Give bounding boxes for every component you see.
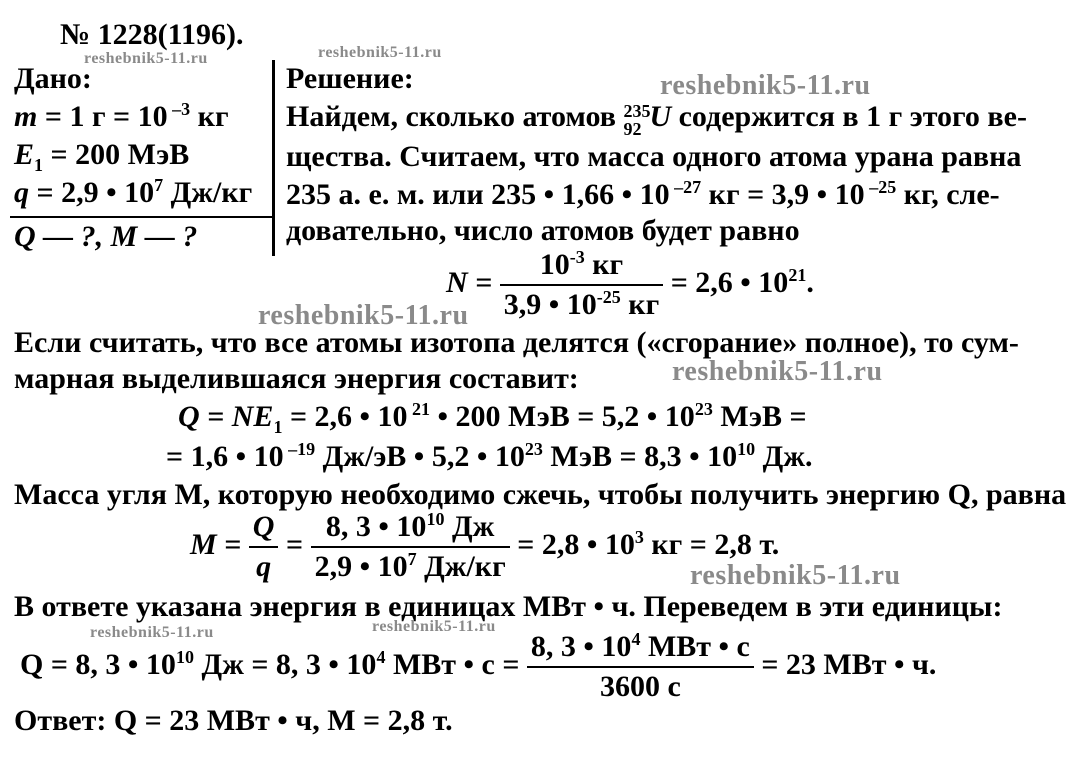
given-divider-vertical: [272, 60, 275, 256]
given-label: Дано:: [14, 62, 92, 95]
solution-paragraph-line: довательно, число атомов будет равно: [286, 214, 800, 247]
answer-line: Ответ: Q = 23 МВт • ч, M = 2,8 т.: [14, 704, 453, 737]
watermark: reshebnik5-11.ru: [84, 50, 208, 67]
fraction: $\frac{8, 3 • 10^{10} Дж}{2,9 • 10^7 Дж/кг}$: [311, 510, 510, 584]
solution-paragraph-line: В ответе указана энергия в единицах МВт • ч. Переведем в эти единицы:: [14, 590, 1003, 623]
solution-label: Решение:: [286, 62, 414, 95]
formula-energy-line1: $Q = NE_1 = 2,6$ • 10 $^{21}$ • 200 МэВ = 5,2 • $10^{23}$ МэВ =: [178, 399, 807, 437]
solution-paragraph-line: 235 а. е. м. или 235 • 1,66 • 10 $^{-27}$ кг = 3,9 • 10 $^{-25}$ кг, сле-: [286, 177, 1000, 211]
formula-atom-count: N = $\frac{10^{-3} кг}{3,9 • 10^{-25} кг}$ = 2,6 • $10^{21}$.: [446, 247, 814, 321]
solution-paragraph-line: марная выделившаяся энергия составит:: [14, 362, 579, 395]
solution-paragraph-line: Если считать, что все атомы изотопа делятся («сгорание» полное), то сум-: [14, 326, 1019, 359]
fraction: $\frac{8, 3 • 10^4 МВт • с}{3600 с}$: [527, 630, 754, 704]
watermark: reshebnik5-11.ru: [672, 356, 883, 387]
problem-number: № 1228(1196).: [60, 18, 244, 51]
fraction: $\frac{Q}{q}$: [249, 510, 279, 584]
formula-coal-mass: M = $\frac{Q}{q}$ = $\frac{8, 3 • 10^{10} Дж}{2,9 • 10^7 Дж/кг}$ = 2,8 • $10^3$ кг = 2,8 т.: [190, 509, 780, 583]
formula-energy-conversion: Q = 8, 3 • $10^{10}$ Дж = 8, 3 • $10^4$ МВт • с = $\frac{8, 3 • 10^4 МВт • с}{3600 с}$ = 23 МВт • ч.: [20, 629, 937, 703]
watermark: reshebnik5-11.ru: [690, 560, 901, 591]
solution-paragraph-line: Масса угля M, которую необходимо сжечь, чтобы получить энергию Q, равна: [14, 478, 1067, 511]
watermark: reshebnik5-11.ru: [660, 70, 871, 101]
given-heat: q = 2,9 • $10^7$ Дж/кг: [14, 175, 253, 209]
given-divider-horizontal: [10, 216, 272, 218]
watermark: reshebnik5-11.ru: [318, 44, 442, 61]
watermark: reshebnik5-11.ru: [90, 624, 214, 641]
given-energy: $E_1 = 200$ МэВ: [14, 138, 190, 175]
fraction: $\frac{10^{-3} кг}{3,9 • 10^{-25} кг}$: [500, 248, 663, 322]
isotope-symbol: 235 92: [623, 101, 651, 140]
given-find: Q — ?, M — ?: [14, 220, 198, 253]
solution-paragraph-line: Найдем, сколько атомов 235 92 U содержится в 1 г этого ве-: [286, 100, 1027, 140]
formula-energy-line2: = 1,6 • 10 $^{-19}$ Дж/эВ • 5,2 • $10^{23}$ МэВ = 8,3 • $10^{10}$ Дж.: [166, 439, 813, 473]
given-mass: m = 1 г = 10 $^{-3}$ кг: [14, 99, 229, 133]
watermark: reshebnik5-11.ru: [258, 300, 469, 331]
watermark: reshebnik5-11.ru: [372, 618, 496, 635]
solution-paragraph-line: щества. Считаем, что масса одного атома урана равна: [286, 140, 1022, 173]
